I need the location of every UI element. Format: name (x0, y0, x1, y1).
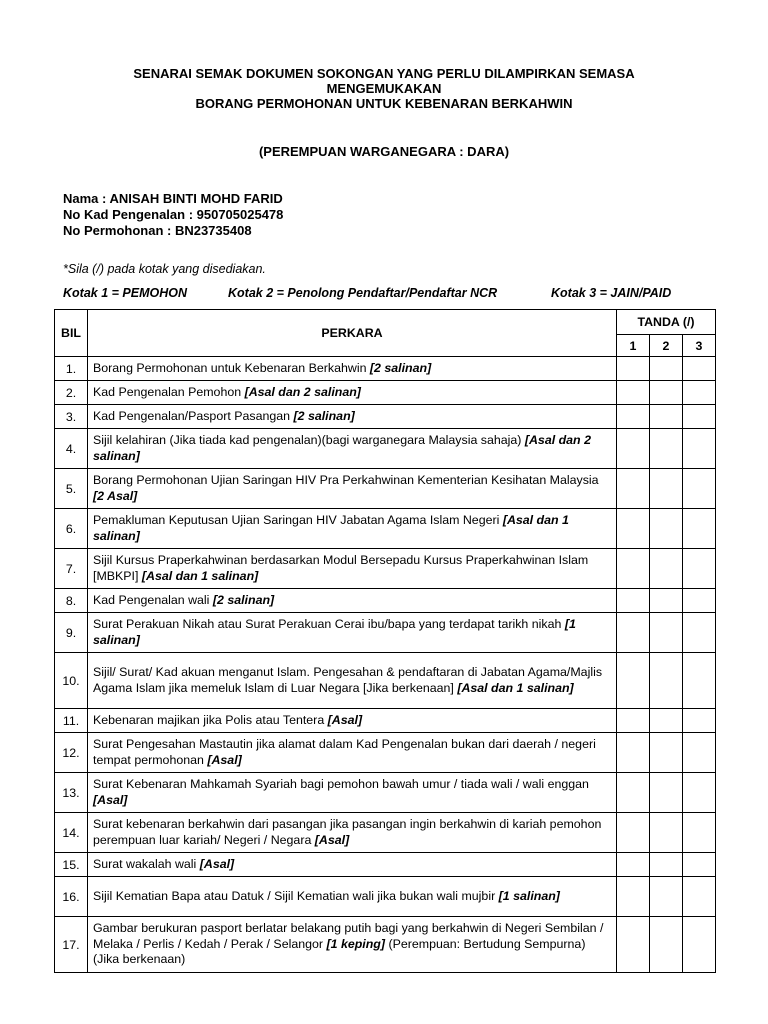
item-requirement: [Asal] (207, 752, 242, 767)
row-number: 12. (55, 733, 88, 773)
row-number: 15. (55, 853, 88, 877)
checkbox-3[interactable] (683, 709, 716, 733)
row-description (88, 917, 617, 973)
checkbox-2[interactable] (650, 429, 683, 469)
checkbox-1[interactable] (617, 589, 650, 613)
item-text: Surat Perakuan Nikah atau Surat Perakuan Cerai ibu/bapa yang terdapat tarikh nikah (93, 617, 565, 631)
checkbox-2[interactable] (650, 509, 683, 549)
legend-box-3: Kotak 3 = JAIN/PAID (551, 286, 672, 300)
row-number: 9. (55, 613, 88, 653)
item-requirement: [2 Asal] (93, 488, 138, 503)
row-number: 3. (55, 405, 88, 429)
checkbox-1[interactable] (617, 549, 650, 589)
row-description (88, 709, 617, 733)
checkbox-1[interactable] (617, 733, 650, 773)
item-text: Kebenaran majikan jika Polis atau Tentera (93, 712, 328, 727)
item-requirement: [Asal dan 2 salinan] (93, 433, 591, 463)
row-number: 14. (55, 813, 88, 853)
item-text: Gambar berukuran pasport berlatar belakang putih bagi yang berkahwin di Negeri Sembilan / Melaka / Perlis / Kedah / Perak / Selangor (93, 921, 604, 951)
row-number: 6. (55, 509, 88, 549)
table-row (55, 357, 716, 381)
table-row (55, 733, 716, 773)
checkbox-1[interactable] (617, 877, 650, 917)
item-requirement: [2 salinan] (369, 360, 432, 375)
row-number: 2. (55, 381, 88, 405)
item-text: Sijil Kursus Praperkahwinan berdasarkan Modul Bersepadu Kursus Praperkahwinan Islam [MBKPI] (93, 553, 589, 583)
checkbox-3[interactable] (683, 509, 716, 549)
table-row (55, 549, 716, 589)
item-text: Surat Pengesahan Mastautin jika alamat dalam Kad Pengenalan bukan dari daerah / negeri tempat permohonan (93, 737, 596, 767)
item-requirement: [2 salinan] (293, 408, 355, 423)
checkbox-2[interactable] (650, 733, 683, 773)
checkbox-2[interactable] (650, 381, 683, 405)
checkbox-3[interactable] (683, 381, 716, 405)
checkbox-3[interactable] (683, 733, 716, 773)
checkbox-2[interactable] (650, 589, 683, 613)
checkbox-3[interactable] (683, 917, 716, 973)
header-box-3: 3 (683, 335, 716, 357)
header-box-2: 2 (650, 335, 683, 357)
checkbox-1[interactable] (617, 773, 650, 813)
table-row (55, 589, 716, 613)
item-text: Sijil Kematian Bapa atau Datuk / Sijil Kematian wali jika bukan wali mujbir (93, 888, 499, 903)
checkbox-3[interactable] (683, 405, 716, 429)
checkbox-2[interactable] (650, 549, 683, 589)
checkbox-3[interactable] (683, 877, 716, 917)
item-text: Borang Permohonan untuk Kebenaran Berkahwin (93, 360, 370, 375)
checkbox-2[interactable] (650, 917, 683, 973)
table-row (55, 613, 716, 653)
row-description (88, 469, 617, 509)
row-description (88, 733, 617, 773)
header-tanda: TANDA (/) (617, 310, 716, 335)
item-requirement: [Asal] (314, 832, 350, 847)
checkbox-3[interactable] (683, 589, 716, 613)
row-number: 8. (55, 589, 88, 613)
applicant-ic: No Kad Pengenalan : 950705025478 (63, 207, 284, 222)
checkbox-3[interactable] (683, 773, 716, 813)
row-number: 17. (55, 917, 88, 973)
header-box-1: 1 (617, 335, 650, 357)
item-text: Kad Pengenalan Pemohon (93, 384, 245, 399)
table-row (55, 813, 716, 853)
item-requirement: [Asal dan 1 salinan] (457, 680, 574, 695)
checkbox-2[interactable] (650, 469, 683, 509)
row-number: 1. (55, 357, 88, 381)
row-description (88, 853, 617, 877)
checkbox-3[interactable] (683, 549, 716, 589)
row-description (88, 405, 617, 429)
table-row (55, 405, 716, 429)
checkbox-2[interactable] (650, 357, 683, 381)
checkbox-1[interactable] (617, 613, 650, 653)
checkbox-3[interactable] (683, 813, 716, 853)
applicant-name: Nama : ANISAH BINTI MOHD FARID (63, 191, 283, 206)
row-description (88, 549, 617, 589)
checkbox-2[interactable] (650, 613, 683, 653)
row-number: 10. (55, 653, 88, 709)
checkbox-2[interactable] (650, 853, 683, 877)
row-number: 7. (55, 549, 88, 589)
document-title-line3: BORANG PERMOHONAN UNTUK KEBENARAN BERKAHWIN (195, 96, 573, 111)
item-requirement: [1 salinan] (93, 617, 576, 647)
checkbox-3[interactable] (683, 357, 716, 381)
item-text: Surat kebenaran berkahwin dari pasangan jika pasangan ingin berkahwin di kariah pemohon perempuan luar kariah/ Negeri / Negara (93, 817, 602, 847)
checklist-table (54, 309, 716, 973)
instruction-note: *Sila (/) pada kotak yang disediakan. (63, 262, 266, 276)
checkbox-3[interactable] (683, 853, 716, 877)
item-text: Kad Pengenalan/Pasport Pasangan (93, 408, 294, 423)
checkbox-1[interactable] (617, 813, 650, 853)
item-requirement: [Asal] (327, 712, 363, 727)
checkbox-3[interactable] (683, 653, 716, 709)
checkbox-3[interactable] (683, 469, 716, 509)
row-number: 11. (55, 709, 88, 733)
row-number: 5. (55, 469, 88, 509)
header-bil: BIL (55, 310, 88, 357)
row-description (88, 613, 617, 653)
table-row (55, 853, 716, 877)
row-description (88, 589, 617, 613)
item-requirement: [Asal] (93, 792, 128, 807)
checkbox-1[interactable] (617, 381, 650, 405)
item-note: (Perempuan: Bertudung Sempurna) (Jika berkenaan) (93, 936, 586, 967)
row-number: 16. (55, 877, 88, 917)
checkbox-2[interactable] (650, 709, 683, 733)
row-description (88, 813, 617, 853)
item-text: Sijil/ Surat/ Kad akuan menganut Islam. Pengesahan & pendaftaran di Jabatan Agama/Majlis Agama Islam jika memeluk Islam di Luar Negara [Jika berkenaan] (93, 665, 603, 695)
table-row (55, 429, 716, 469)
document-title-line1: SENARAI SEMAK DOKUMEN SOKONGAN YANG PERLU DILAMPIRKAN SEMASA (133, 66, 635, 81)
checkbox-1[interactable] (617, 917, 650, 973)
checkbox-1[interactable] (617, 357, 650, 381)
checkbox-1[interactable] (617, 429, 650, 469)
item-requirement: [Asal] (199, 856, 235, 871)
checkbox-1[interactable] (617, 653, 650, 709)
item-requirement: [Asal dan 2 salinan] (244, 384, 361, 399)
item-requirement: [Asal dan 1 salinan] (141, 568, 259, 583)
checkbox-1[interactable] (617, 709, 650, 733)
table-row (55, 917, 716, 973)
application-number: No Permohonan : BN23735408 (63, 223, 252, 238)
checkbox-3[interactable] (683, 429, 716, 469)
row-description (88, 653, 617, 709)
row-description (88, 357, 617, 381)
checkbox-2[interactable] (650, 653, 683, 709)
checkbox-2[interactable] (650, 773, 683, 813)
checkbox-3[interactable] (683, 613, 716, 653)
row-number: 4. (55, 429, 88, 469)
checkbox-2[interactable] (650, 405, 683, 429)
document-category: (PEREMPUAN WARGANEGARA : DARA) (258, 144, 510, 159)
table-row (55, 709, 716, 733)
checkbox-1[interactable] (617, 405, 650, 429)
item-text: Surat wakalah wali (93, 856, 200, 871)
document-title-line2: MENGEMUKAKAN (326, 81, 442, 96)
table-row (55, 773, 716, 813)
item-text: Surat Kebenaran Mahkamah Syariah bagi pemohon bawah umur / tiada wali / wali enggan (93, 777, 589, 791)
table-row (55, 509, 716, 549)
row-description (88, 381, 617, 405)
item-text: Kad Pengenalan wali (93, 592, 213, 607)
item-text: Pemakluman Keputusan Ujian Saringan HIV Jabatan Agama Islam Negeri (93, 513, 503, 527)
table-row (55, 381, 716, 405)
table-row (55, 877, 716, 917)
item-requirement: [2 salinan] (212, 592, 275, 607)
item-requirement: [Asal dan 1 salinan] (93, 513, 569, 543)
legend-box-2: Kotak 2 = Penolong Pendaftar/Pendaftar NCR (228, 286, 498, 300)
header-perkara: PERKARA (88, 310, 617, 357)
row-description (88, 773, 617, 813)
item-requirement: [1 keping] (326, 936, 386, 951)
item-text: Sijil kelahiran (Jika tiada kad pengenalan)(bagi warganegara Malaysia sahaja) (93, 433, 525, 447)
item-text: Borang Permohonan Ujian Saringan HIV Pra Perkahwinan Kementerian Kesihatan Malaysia (93, 473, 599, 487)
table-row (55, 653, 716, 709)
row-description (88, 877, 617, 917)
checkbox-2[interactable] (650, 877, 683, 917)
checkbox-1[interactable] (617, 853, 650, 877)
checkbox-2[interactable] (650, 813, 683, 853)
row-description (88, 509, 617, 549)
row-description (88, 429, 617, 469)
checkbox-1[interactable] (617, 509, 650, 549)
checkbox-1[interactable] (617, 469, 650, 509)
table-row (55, 469, 716, 509)
item-requirement: [1 salinan] (498, 888, 560, 903)
legend-box-1: Kotak 1 = PEMOHON (63, 286, 187, 300)
row-number: 13. (55, 773, 88, 813)
